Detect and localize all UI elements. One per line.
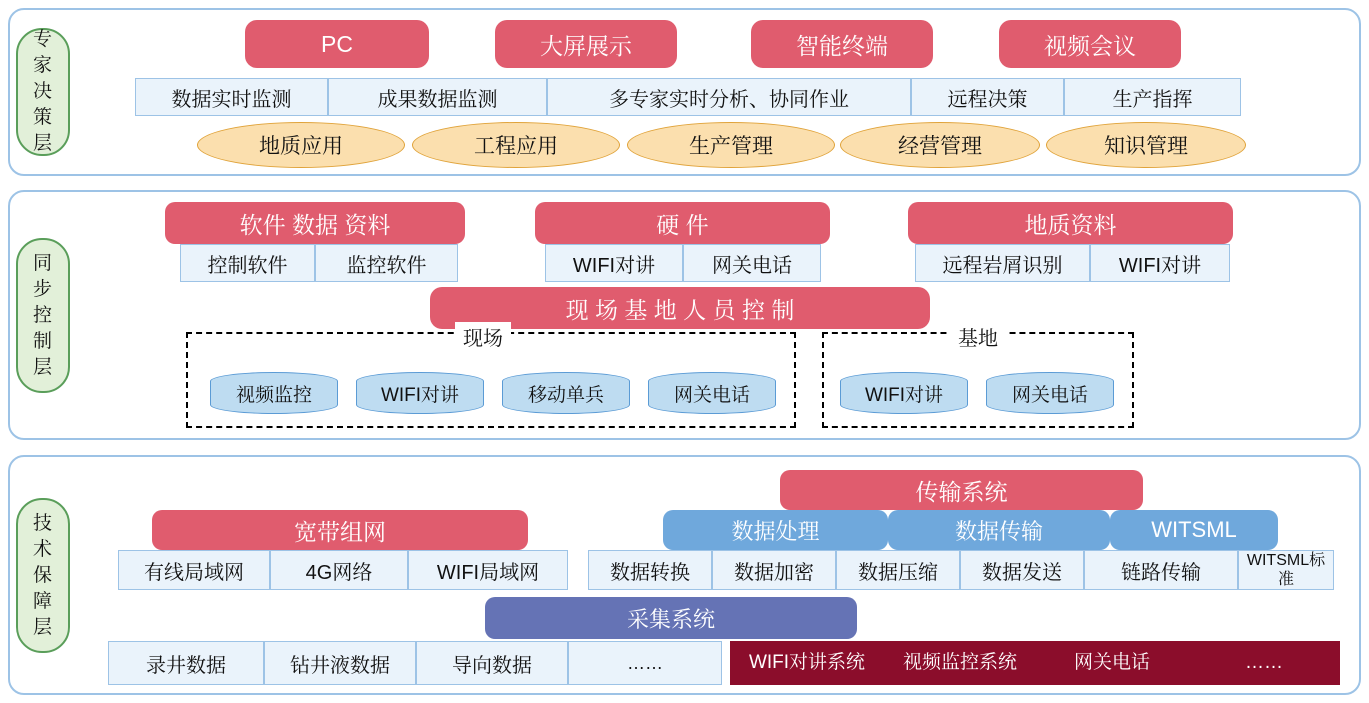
cell-monitor-software-label: 监控软件 [346, 254, 427, 277]
ellipse-engineering-application [412, 122, 620, 168]
cell-remote-cuttings-recognition-label: 远程岩屑识别 [942, 254, 1063, 277]
cell-wifi-intercom-geology-label: WIFI对讲 [1118, 254, 1202, 277]
pill-big-screen-label: 大屏展示 [540, 32, 632, 59]
layer-tag-sync-control [16, 238, 70, 393]
cell-wifi-intercom-geology [1090, 244, 1230, 282]
cell-gateway-phone-system [1036, 641, 1188, 685]
cell-production-command [1064, 78, 1241, 116]
layer-tag-sync-label: 同步控制层 [32, 252, 53, 378]
pill-data-transmission[interactable] [888, 510, 1110, 550]
cell-data-compression-label: 数据压缩 [858, 561, 938, 584]
cell-link-transmission [1084, 550, 1238, 590]
cell-remote-decision-label: 远程决策 [947, 88, 1028, 111]
cell-data-compression [836, 550, 960, 590]
ellipse-knowledge-management [1046, 122, 1246, 168]
cell-wired-lan-label: 有线局域网 [144, 561, 244, 584]
cell-4g-network-label: 4G网络 [305, 561, 373, 584]
cell-gateway-phone-hardware-label: 网关电话 [712, 254, 792, 277]
cell-dark-more-label: …… [1245, 652, 1283, 673]
cell-video-surveillance-system [884, 641, 1036, 685]
dashbox-base-label-text: 基地 [958, 328, 998, 350]
cell-realtime-data-monitor [135, 78, 328, 116]
cell-video-surveillance-system-label: 视频监控系统 [902, 652, 1017, 673]
cell-data-encryption-label: 数据加密 [734, 561, 814, 584]
cell-control-software-label: 控制软件 [207, 254, 288, 277]
pill-software-data-material[interactable] [165, 202, 465, 244]
pill-geology-material[interactable] [908, 202, 1233, 244]
pill-transmission-system-label: 传输系统 [915, 478, 1008, 505]
pill-pc-label: PC [321, 30, 353, 57]
cell-realtime-data-monitor-label: 数据实时监测 [171, 88, 292, 111]
cell-result-data-monitor [328, 78, 547, 116]
cell-wired-lan [118, 550, 270, 590]
cylinder-video-surveillance [210, 372, 338, 414]
pill-smart-terminal-label: 智能终端 [796, 32, 888, 59]
cell-collect-more [568, 641, 722, 685]
pill-software-data-material-label: 软件 数据 资料 [239, 211, 391, 238]
pill-broadband-network[interactable] [152, 510, 528, 550]
cell-control-software [180, 244, 315, 282]
cylinder-mobile-unit [502, 372, 630, 414]
cell-mud-logging-data-label: 录井数据 [146, 654, 226, 677]
cylinder-wifi-intercom-site-label: WIFI对讲 [380, 384, 460, 406]
cylinder-gateway-phone-site [648, 372, 776, 414]
cell-collect-more-label: …… [627, 652, 663, 673]
pill-hardware-label: 硬 件 [656, 211, 709, 238]
cell-result-data-monitor-label: 成果数据监测 [377, 88, 498, 111]
cell-wifi-lan-label: WIFI局域网 [436, 561, 540, 584]
pill-witsml-label: WITSML [1151, 517, 1237, 542]
pill-data-processing[interactable] [663, 510, 888, 550]
pill-data-processing-label: 数据处理 [731, 518, 820, 544]
layer-tag-expert-decision [16, 28, 70, 156]
cylinder-video-surveillance-label: 视频监控 [235, 384, 312, 406]
cell-guidance-data-label: 导向数据 [452, 654, 532, 677]
pill-hardware[interactable] [535, 202, 830, 244]
cell-production-command-label: 生产指挥 [1112, 88, 1193, 111]
ellipse-geology-application-label: 地质应用 [259, 135, 343, 158]
ellipse-geology-application [197, 122, 405, 168]
pill-collection-system-label: 采集系统 [626, 606, 715, 632]
cell-wifi-intercom-system [730, 641, 884, 685]
cylinder-wifi-intercom-site [356, 372, 484, 414]
pill-collection-system[interactable] [485, 597, 857, 639]
cell-wifi-intercom-system-label: WIFI对讲系统 [748, 652, 866, 673]
pill-site-base-personnel-control-label: 现 场 基 地 人 员 控 制 [565, 296, 795, 323]
pill-geology-material-label: 地质资料 [1024, 211, 1117, 238]
cell-drilling-fluid-data-label: 钻井液数据 [290, 654, 390, 677]
pill-data-transmission-label: 数据传输 [954, 518, 1043, 544]
cell-wifi-intercom-hardware-label: WIFI对讲 [572, 254, 656, 277]
ellipse-business-management-label: 经营管理 [898, 135, 982, 158]
cylinder-gateway-phone-site-label: 网关电话 [673, 384, 750, 406]
cell-multi-expert-analysis-label: 多专家实时分析、协同作业 [609, 88, 849, 111]
cell-monitor-software [315, 244, 458, 282]
cell-gateway-phone-hardware [683, 244, 821, 282]
cylinder-wifi-intercom-base-label: WIFI对讲 [864, 384, 944, 406]
ellipse-engineering-application-label: 工程应用 [474, 135, 558, 158]
pill-smart-terminal[interactable] [751, 20, 933, 68]
cell-remote-decision [911, 78, 1064, 116]
pill-video-conference-label: 视频会议 [1044, 32, 1136, 59]
ellipse-production-management-label: 生产管理 [689, 135, 773, 158]
pill-broadband-network-label: 宽带组网 [294, 518, 386, 545]
cell-dark-more [1188, 641, 1340, 685]
ellipse-production-management [627, 122, 835, 168]
pill-big-screen[interactable] [495, 20, 677, 68]
layer-tag-expert-label: 专家决策层 [32, 29, 53, 154]
layer-tag-technical-support [16, 498, 70, 653]
pill-pc[interactable] [245, 20, 429, 68]
cell-data-conversion-label: 数据转换 [610, 561, 690, 584]
cell-data-encryption [712, 550, 836, 590]
cell-4g-network [270, 550, 408, 590]
cylinder-gateway-phone-base [986, 372, 1114, 414]
cell-guidance-data [416, 641, 568, 685]
ellipse-business-management [840, 122, 1040, 168]
cylinder-wifi-intercom-base [840, 372, 968, 414]
pill-witsml[interactable] [1110, 510, 1278, 550]
cell-witsml-standard [1238, 550, 1334, 590]
cell-data-sending-label: 数据发送 [982, 561, 1062, 584]
dashbox-site-label-text: 现场 [463, 328, 503, 350]
cell-data-sending [960, 550, 1084, 590]
cell-drilling-fluid-data [264, 641, 416, 685]
cell-link-transmission-label: 链路传输 [1121, 561, 1201, 584]
cell-multi-expert-analysis [547, 78, 911, 116]
pill-transmission-system[interactable] [780, 470, 1143, 510]
cylinder-mobile-unit-label: 移动单兵 [527, 384, 604, 406]
cell-remote-cuttings-recognition [915, 244, 1090, 282]
cell-gateway-phone-system-label: 网关电话 [1073, 652, 1150, 673]
cylinder-gateway-phone-base-label: 网关电话 [1011, 384, 1088, 406]
layer-tag-technical-label: 技术保障层 [32, 512, 53, 638]
dashbox-base-label [950, 322, 1006, 351]
cell-wifi-intercom-hardware [545, 244, 683, 282]
cell-witsml-standard-label: WITSML标准 [1246, 552, 1326, 588]
dashbox-site-label [455, 322, 511, 351]
cell-data-conversion [588, 550, 712, 590]
ellipse-knowledge-management-label: 知识管理 [1104, 135, 1188, 158]
cell-wifi-lan [408, 550, 568, 590]
cell-mud-logging-data [108, 641, 264, 685]
pill-video-conference[interactable] [999, 20, 1181, 68]
